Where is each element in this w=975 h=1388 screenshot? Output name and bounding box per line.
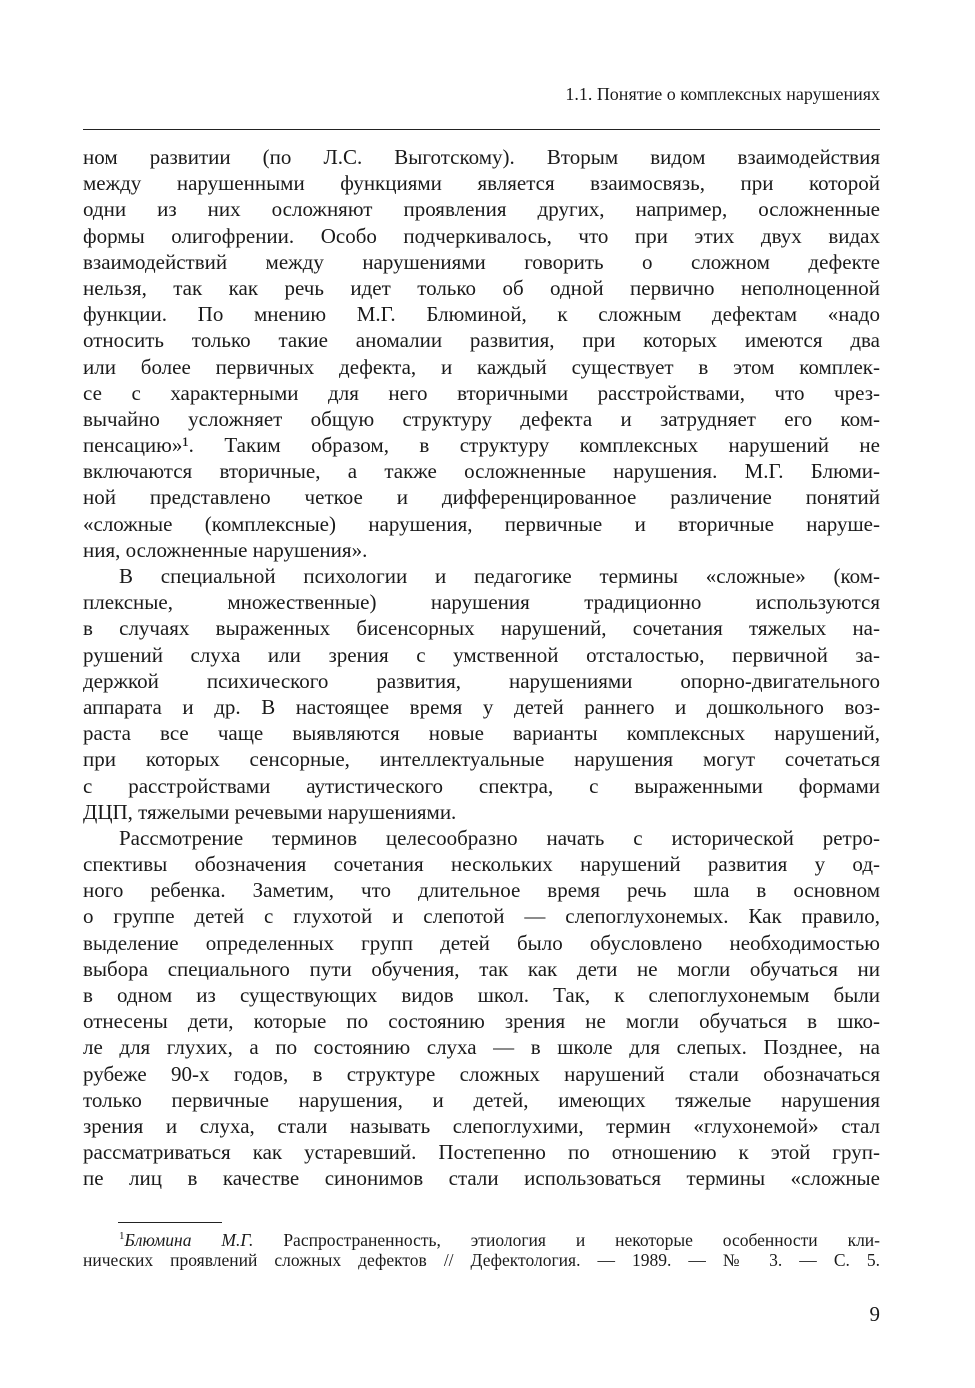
text-line: в случаях выраженных бисенсорных нарушений, сочетания тяжелых на- [83,616,880,641]
footnote-line: нических проявлений сложных дефектов // Дефектология. — 1989. — № 3. — С. 5. [83,1250,880,1270]
text-line: или более первичных дефекта, и каждый существует в этом комплек- [83,354,880,379]
text-line: между нарушенными функциями является взаимосвязь, при которой [83,171,880,196]
paragraph [83,563,880,825]
text-line: се с характерными для него вторичными расстройствами, что чрез- [83,380,880,405]
body-text [83,144,880,1192]
text-line: ной представлено четкое и дифференцированное различение понятий [83,485,880,510]
text-line: держкой психического развития, нарушениями опорно-двигательного [83,668,880,693]
text-line: функции. По мнению М.Г. Блюминой, к сложным дефектам «надо [83,302,880,327]
text-line: рушений слуха или зрения с умственной отсталостью, первичной за- [83,642,880,667]
text-line: ном развитии (по Л.С. Выготскому). Вторым видом взаимодействия [83,145,880,169]
text-line: аппарата и др. В настоящее время у детей раннего и дошкольного воз- [83,694,880,719]
footnote-line [83,1224,880,1248]
text-line: взаимодействий между нарушениями говорить о сложном дефекте [83,249,880,274]
footnote-marker: 1 [119,1230,125,1242]
text-line: только первичные нарушения, и детей, имеющих тяжелые нарушения [83,1087,880,1112]
text-line: пенсацию»¹. Таким образом, в структуру комплексных нарушений не [83,433,880,458]
text-line: Рассмотрение терминов целесообразно начать с исторической ретро- [119,825,880,850]
text-line: нельзя, так как речь идет только об одной первично неполноценной [83,275,880,300]
text-line: одни из них осложняют проявления других, например, осложненные [83,197,880,222]
text-line: вычайно усложняет общую структуру дефекта и затрудняет его ком- [83,406,880,431]
text-line: ного ребенка. Заметим, что длительное время речь шла в основном [83,878,880,903]
text-line: выбора специального пути обучения, так как дети не могли обучаться ни [83,956,880,981]
text-line: ДЦП, тяжелыми речевыми нарушениями. [83,799,457,824]
footnote-author: Блюмина М.Г. [124,1229,254,1250]
text-line: пе лиц в качестве синонимов стали использоваться термины «сложные [83,1166,880,1191]
text-line: при которых сенсорные, интеллектуальные нарушения могут сочетаться [83,747,880,772]
text-line: формы олигофрении. Особо подчеркивалось, что при этих двух видах [83,223,880,248]
text-line: о группе детей с глухотой и слепотой — слепоглухонемых. Как правило, [83,904,880,929]
text-line: отнесены дети, которые по состоянию зрения не могли обучаться в шко- [83,1009,880,1034]
text-line: ле для глухих, а по состоянию слуха — в школе для слепых. Позднее, на [83,1035,880,1060]
text-line: относить только такие аномалии развития, при которых имеются два [83,328,880,353]
text-line: выделение определенных групп детей было обусловлено необходимостью [83,930,880,955]
text-line: плексные, множественные) нарушения традиционно используются [83,590,880,615]
text-line: «сложные (комплексные) нарушения, первичные и вторичные наруше- [83,511,880,536]
footnote [83,1224,880,1272]
text-line: рубеже 90-х годов, в структуре сложных нарушений стали обозначаться [83,1061,880,1086]
text-line: рассматриваться как устаревший. Постепенно по отношению к этой груп- [83,1140,880,1165]
text-line: В специальной психологии и педагогике термины «сложные» (ком- [119,564,880,588]
running-header: 1.1. Понятие о комплексных нарушениях [565,84,880,104]
header-rule [83,129,880,130]
footnote-rule [118,1222,222,1223]
text-line: включаются вторичные, а также осложненные нарушения. М.Г. Блюми- [83,459,880,484]
text-line: раста все чаще выявляются новые варианты комплексных нарушений, [83,721,880,746]
paragraph [83,825,880,1192]
footnote-text: Распространенность, этиология и некоторые особенности кли- [253,1229,880,1250]
text-line: ния, осложненные нарушения». [83,537,368,562]
page-number: 9 [869,1302,880,1326]
paragraph [83,144,880,563]
text-line: с расстройствами аутистического спектра, с выраженными формами [83,773,880,798]
text-line: в одном из существующих видов школ. Так, к слепоглухонемым были [83,983,880,1007]
text-line: зрения и слуха, стали называть слепоглухими, термин «глухонемой» стал [83,1113,880,1138]
text-line: спективы обозначения сочетания нескольких нарушений развития у од- [83,852,880,877]
